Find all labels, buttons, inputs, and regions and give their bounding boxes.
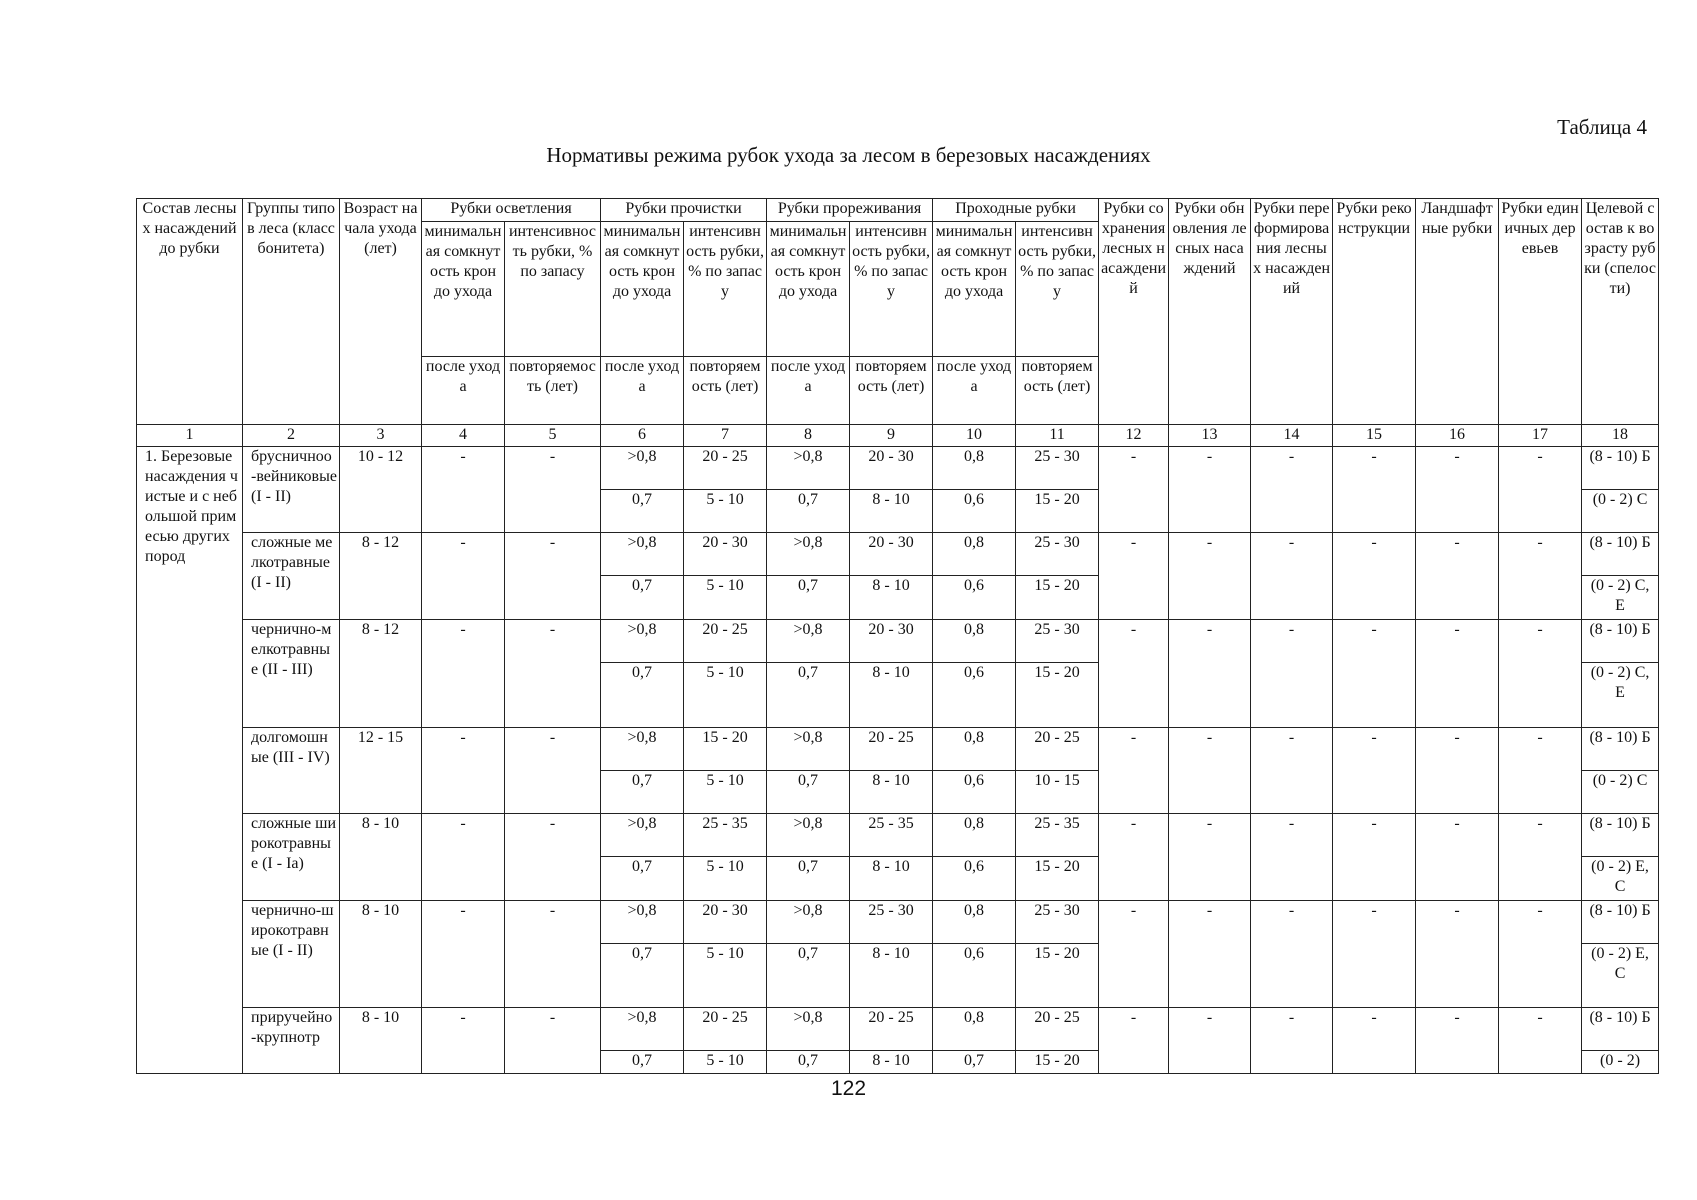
target-composition-cell: (0 - 2) С, Е — [1582, 663, 1659, 727]
value-cell: 8 - 10 — [850, 663, 933, 727]
value-cell: >0,8 — [601, 533, 684, 576]
value-cell: 0,7 — [767, 576, 850, 620]
header-lightening-cuts: Рубки осветления — [422, 199, 601, 222]
value-cell: >0,8 — [601, 620, 684, 663]
value-cell: - — [422, 620, 505, 727]
value-cell: - — [1416, 533, 1499, 620]
target-composition-cell: (0 - 2) Е, С — [1582, 856, 1659, 900]
value-cell: 20 - 25 — [684, 1008, 767, 1051]
value-cell: >0,8 — [767, 900, 850, 943]
value-cell: - — [1251, 727, 1333, 813]
value-cell: - — [505, 813, 601, 900]
column-number: 6 — [601, 424, 684, 447]
value-cell: 5 - 10 — [684, 576, 767, 620]
value-cell: - — [1499, 813, 1582, 900]
header-repeatability: повторяемость (лет) — [850, 357, 933, 425]
start-age-cell: 8 - 10 — [340, 900, 422, 1007]
start-age-cell: 10 - 12 — [340, 447, 422, 533]
start-age-cell: 8 - 12 — [340, 533, 422, 620]
table-row — [137, 813, 1659, 856]
value-cell: 8 - 10 — [850, 1051, 933, 1074]
value-cell: - — [1099, 727, 1169, 813]
forest-type-cell: сложные широкотравные (I - Ia) — [243, 813, 340, 900]
value-cell: - — [1099, 900, 1169, 1007]
column-number-row — [137, 424, 1659, 447]
column-number: 3 — [340, 424, 422, 447]
value-cell: 20 - 30 — [684, 533, 767, 576]
header-min-density: минимальная сомкнутость крон до ухода — [933, 221, 1016, 356]
value-cell: 0,8 — [933, 900, 1016, 943]
value-cell: 20 - 30 — [684, 900, 767, 943]
value-cell: - — [1169, 1008, 1251, 1074]
value-cell: - — [1333, 900, 1416, 1007]
value-cell: >0,8 — [767, 620, 850, 663]
value-cell: - — [1499, 620, 1582, 727]
group-label-cell: 1. Березовые насаждения чистые и с небольшой примесью других пород — [137, 447, 243, 1074]
value-cell: >0,8 — [601, 900, 684, 943]
value-cell: - — [1333, 620, 1416, 727]
value-cell: >0,8 — [601, 1008, 684, 1051]
value-cell: 0,6 — [933, 856, 1016, 900]
value-cell: - — [505, 1008, 601, 1074]
value-cell: 0,7 — [933, 1051, 1016, 1074]
value-cell: - — [1099, 533, 1169, 620]
value-cell: 5 - 10 — [684, 663, 767, 727]
value-cell: 0,8 — [933, 1008, 1016, 1051]
header-min-density: минимальная сомкнутость крон до ухода — [601, 221, 684, 356]
column-number: 4 — [422, 424, 505, 447]
value-cell: >0,8 — [601, 813, 684, 856]
start-age-cell: 8 - 10 — [340, 813, 422, 900]
header-min-density: минимальная сомкнутость крон до ухода — [767, 221, 850, 356]
value-cell: - — [505, 900, 601, 1007]
header-after-care: после ухода — [601, 357, 684, 425]
value-cell: - — [505, 533, 601, 620]
value-cell: 8 - 10 — [850, 770, 933, 813]
start-age-cell: 12 - 15 — [340, 727, 422, 813]
target-composition-cell: (0 - 2) С — [1582, 770, 1659, 813]
value-cell: - — [1499, 447, 1582, 533]
header-forest-type: Группы типов леса (класс бонитета) — [243, 199, 340, 425]
value-cell: 8 - 10 — [850, 856, 933, 900]
value-cell: 0,7 — [767, 490, 850, 533]
value-cell: - — [422, 727, 505, 813]
value-cell: - — [1499, 900, 1582, 1007]
value-cell: 0,7 — [601, 576, 684, 620]
column-number: 17 — [1499, 424, 1582, 447]
forest-type-cell: приручейно-крупнотр — [243, 1008, 340, 1074]
value-cell: 25 - 30 — [1016, 533, 1099, 576]
value-cell: - — [505, 727, 601, 813]
value-cell: - — [1169, 727, 1251, 813]
header-min-density: минимальная сомкнутость крон до ухода — [422, 221, 505, 356]
value-cell: - — [1416, 447, 1499, 533]
value-cell: - — [1169, 447, 1251, 533]
value-cell: - — [1251, 533, 1333, 620]
header-single-tree-cuts: Рубки единичных деревьев — [1499, 199, 1582, 425]
value-cell: 20 - 25 — [850, 1008, 933, 1051]
value-cell: - — [1333, 533, 1416, 620]
value-cell: >0,8 — [767, 447, 850, 490]
header-passing-cuts: Проходные рубки — [933, 199, 1099, 222]
value-cell: 0,7 — [767, 1051, 850, 1074]
value-cell: 0,7 — [601, 663, 684, 727]
value-cell: 0,6 — [933, 663, 1016, 727]
value-cell: 0,7 — [767, 770, 850, 813]
header-landscape-cuts: Ландшафтные рубки — [1416, 199, 1499, 425]
start-age-cell: 8 - 10 — [340, 1008, 422, 1074]
table-row — [137, 1008, 1659, 1051]
value-cell: 0,6 — [933, 943, 1016, 1007]
value-cell: - — [1499, 727, 1582, 813]
value-cell: 5 - 10 — [684, 1051, 767, 1074]
column-number: 1 — [137, 424, 243, 447]
value-cell: - — [1251, 1008, 1333, 1074]
target-composition-cell: (0 - 2) С — [1582, 490, 1659, 533]
header-repeatability: повторяемость (лет) — [505, 357, 601, 425]
value-cell: >0,8 — [767, 727, 850, 770]
column-number: 2 — [243, 424, 340, 447]
header-reconstruction-cuts: Рубки реконструкции — [1333, 199, 1416, 425]
value-cell: - — [1099, 447, 1169, 533]
value-cell: 15 - 20 — [1016, 1051, 1099, 1074]
header-intensity: интенсивность рубки, % по запасу — [850, 221, 933, 356]
value-cell: - — [505, 447, 601, 533]
value-cell: >0,8 — [767, 1008, 850, 1051]
value-cell: 0,7 — [601, 490, 684, 533]
value-cell: 0,6 — [933, 576, 1016, 620]
column-number: 18 — [1582, 424, 1659, 447]
header-renewal-cuts: Рубки обновления лесных насаждений — [1169, 199, 1251, 425]
target-composition-cell: (0 - 2) Е, С — [1582, 943, 1659, 1007]
value-cell: 0,7 — [767, 663, 850, 727]
value-cell: - — [1416, 900, 1499, 1007]
value-cell: - — [1169, 620, 1251, 727]
value-cell: 20 - 30 — [850, 447, 933, 490]
target-composition-cell: (8 - 10) Б — [1582, 447, 1659, 490]
header-intensity: интенсивность рубки, % по запасу — [1016, 221, 1099, 356]
norms-table — [136, 198, 1659, 1074]
header-thinning-cuts: Рубки прореживания — [767, 199, 933, 222]
forest-type-cell: чернично-мелкотравные (II - III) — [243, 620, 340, 727]
value-cell: 8 - 10 — [850, 576, 933, 620]
value-cell: 20 - 30 — [850, 620, 933, 663]
header-intensity: интенсивность рубки, % по запасу — [684, 221, 767, 356]
table-title: Нормативы режима рубок ухода за лесом в березовых насаждениях — [546, 143, 1151, 167]
value-cell: - — [1169, 533, 1251, 620]
value-cell: - — [1416, 620, 1499, 727]
value-cell: - — [1099, 813, 1169, 900]
value-cell: 0,8 — [933, 620, 1016, 663]
value-cell: - — [1251, 447, 1333, 533]
page-number: 122 — [830, 1077, 867, 1100]
target-composition-cell: (8 - 10) Б — [1582, 620, 1659, 663]
value-cell: 0,7 — [601, 1051, 684, 1074]
forest-type-cell: чернично-широкотравные (I - II) — [243, 900, 340, 1007]
value-cell: - — [422, 813, 505, 900]
column-number: 10 — [933, 424, 1016, 447]
target-composition-cell: (0 - 2) С, Е — [1582, 576, 1659, 620]
value-cell: - — [1499, 1008, 1582, 1074]
value-cell: 0,8 — [933, 813, 1016, 856]
value-cell: - — [1333, 447, 1416, 533]
value-cell: >0,8 — [601, 727, 684, 770]
header-start-age: Возраст начала ухода (лет) — [340, 199, 422, 425]
value-cell: 0,8 — [933, 533, 1016, 576]
target-composition-cell: (8 - 10) Б — [1582, 727, 1659, 770]
value-cell: 0,7 — [601, 943, 684, 1007]
value-cell: - — [1099, 620, 1169, 727]
target-composition-cell: (8 - 10) Б — [1582, 1008, 1659, 1051]
header-after-care: после ухода — [422, 357, 505, 425]
target-composition-cell: (0 - 2) — [1582, 1051, 1659, 1074]
value-cell: 15 - 20 — [1016, 663, 1099, 727]
header-repeatability: повторяемость (лет) — [1016, 357, 1099, 425]
value-cell: 5 - 10 — [684, 943, 767, 1007]
header-repeatability: повторяемость (лет) — [684, 357, 767, 425]
value-cell: - — [1499, 533, 1582, 620]
table-row — [137, 447, 1659, 490]
value-cell: 25 - 35 — [1016, 813, 1099, 856]
value-cell: >0,8 — [601, 447, 684, 490]
header-after-care: после ухода — [933, 357, 1016, 425]
value-cell: 20 - 25 — [684, 447, 767, 490]
value-cell: 15 - 20 — [1016, 576, 1099, 620]
value-cell: 15 - 20 — [1016, 490, 1099, 533]
header-cleaning-cuts: Рубки прочистки — [601, 199, 767, 222]
value-cell: 0,8 — [933, 447, 1016, 490]
value-cell: 15 - 20 — [684, 727, 767, 770]
value-cell: - — [1169, 900, 1251, 1007]
column-number: 9 — [850, 424, 933, 447]
value-cell: 25 - 30 — [1016, 620, 1099, 663]
column-number: 14 — [1251, 424, 1333, 447]
value-cell: - — [422, 1008, 505, 1074]
value-cell: 20 - 25 — [1016, 727, 1099, 770]
value-cell: >0,8 — [767, 813, 850, 856]
column-number: 15 — [1333, 424, 1416, 447]
value-cell: - — [1251, 620, 1333, 727]
value-cell: - — [1333, 813, 1416, 900]
column-number: 12 — [1099, 424, 1169, 447]
value-cell: - — [1416, 1008, 1499, 1074]
value-cell: - — [1251, 813, 1333, 900]
column-number: 5 — [505, 424, 601, 447]
value-cell: 8 - 10 — [850, 490, 933, 533]
header-intensity: интенсивность рубки, % по запасу — [505, 221, 601, 356]
value-cell: 0,7 — [601, 856, 684, 900]
value-cell: 20 - 30 — [850, 533, 933, 576]
forest-type-cell: сложные мелкотравные (I - II) — [243, 533, 340, 620]
table-row — [137, 533, 1659, 576]
column-number: 16 — [1416, 424, 1499, 447]
value-cell: 0,7 — [767, 943, 850, 1007]
forest-type-cell: брусничноо-вейниковые (I - II) — [243, 447, 340, 533]
table-row — [137, 727, 1659, 770]
forest-type-cell: долгомошные (III - IV) — [243, 727, 340, 813]
column-number: 13 — [1169, 424, 1251, 447]
value-cell: 0,6 — [933, 490, 1016, 533]
value-cell: 5 - 10 — [684, 490, 767, 533]
target-composition-cell: (8 - 10) Б — [1582, 813, 1659, 856]
value-cell: 0,7 — [767, 856, 850, 900]
value-cell: 20 - 25 — [850, 727, 933, 770]
value-cell: 0,6 — [933, 770, 1016, 813]
value-cell: 10 - 15 — [1016, 770, 1099, 813]
column-number: 8 — [767, 424, 850, 447]
table-row — [137, 620, 1659, 663]
target-composition-cell: (8 - 10) Б — [1582, 533, 1659, 576]
value-cell: 0,8 — [933, 727, 1016, 770]
header-preservation-cuts: Рубки сохранения лесных насаждений — [1099, 199, 1169, 425]
value-cell: 25 - 35 — [850, 813, 933, 856]
header-after-care: после ухода — [767, 357, 850, 425]
table-row — [137, 900, 1659, 943]
value-cell: 20 - 25 — [1016, 1008, 1099, 1051]
column-number: 11 — [1016, 424, 1099, 447]
value-cell: 20 - 25 — [684, 620, 767, 663]
value-cell: 8 - 10 — [850, 943, 933, 1007]
value-cell: - — [1416, 813, 1499, 900]
value-cell: - — [505, 620, 601, 727]
value-cell: 25 - 30 — [1016, 447, 1099, 490]
value-cell: 25 - 30 — [1016, 900, 1099, 943]
value-cell: - — [1333, 1008, 1416, 1074]
value-cell: - — [1099, 1008, 1169, 1074]
value-cell: 0,7 — [601, 770, 684, 813]
header-target-composition: Целевой состав к возрасту рубки (спелости) — [1582, 199, 1659, 425]
header-composition: Состав лесных насаждений до рубки — [137, 199, 243, 425]
value-cell: 5 - 10 — [684, 856, 767, 900]
value-cell: - — [422, 900, 505, 1007]
value-cell: - — [422, 533, 505, 620]
value-cell: 5 - 10 — [684, 770, 767, 813]
value-cell: 25 - 30 — [850, 900, 933, 943]
value-cell: - — [1251, 900, 1333, 1007]
header-reformation-cuts: Рубки переформирования лесных насаждений — [1251, 199, 1333, 425]
column-number: 7 — [684, 424, 767, 447]
value-cell: >0,8 — [767, 533, 850, 576]
value-cell: - — [1416, 727, 1499, 813]
start-age-cell: 8 - 12 — [340, 620, 422, 727]
target-composition-cell: (8 - 10) Б — [1582, 900, 1659, 943]
value-cell: - — [1333, 727, 1416, 813]
value-cell: - — [422, 447, 505, 533]
value-cell: 15 - 20 — [1016, 856, 1099, 900]
value-cell: 25 - 35 — [684, 813, 767, 856]
value-cell: - — [1169, 813, 1251, 900]
table-label: Таблица 4 — [1557, 115, 1647, 139]
value-cell: 15 - 20 — [1016, 943, 1099, 1007]
